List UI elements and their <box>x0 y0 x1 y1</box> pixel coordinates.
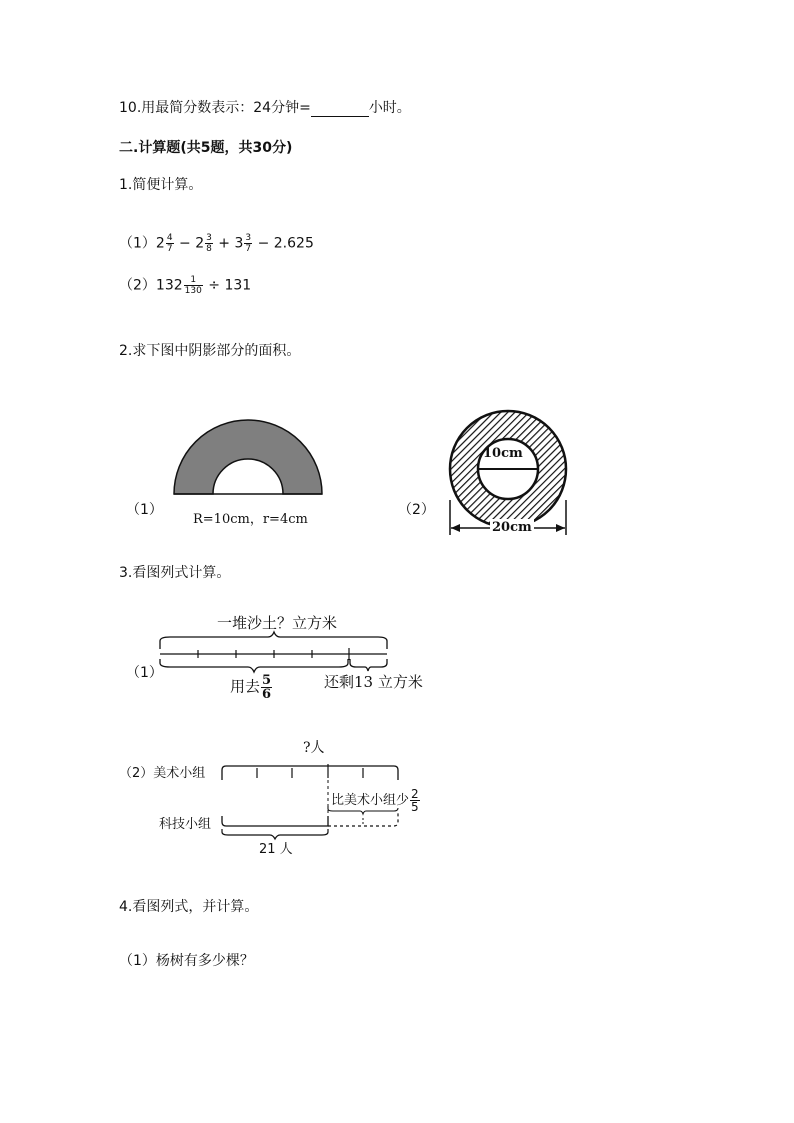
whole-number: 132 <box>155 277 183 294</box>
operator: − 2 <box>174 235 205 252</box>
expression-tail: − 2.625 <box>253 235 314 252</box>
fraction: $\frac{4}{7}$ <box>166 233 173 254</box>
arrow-right-icon <box>556 524 565 532</box>
whole-number: 2 <box>155 235 165 252</box>
operator: + 3 <box>213 235 244 252</box>
q3-title: 3.看图列式计算。 <box>119 565 231 581</box>
fraction: $\frac{3}{7}$ <box>245 233 252 254</box>
fig1-label: （1） <box>126 502 163 518</box>
count-label: 21 人 <box>259 842 293 857</box>
used-label: 用去 $\frac{5}{6}$ <box>230 673 272 702</box>
fraction: $\frac{3}{8}$ <box>206 233 212 254</box>
tech-group-label: 科技小组 <box>159 817 212 832</box>
q2-title: 2.求下图中阴影部分的面积。 <box>119 343 301 359</box>
art-group-bar <box>222 766 398 780</box>
q1-part1-label: （1） <box>119 235 156 252</box>
sand-total-label: 一堆沙土？立方米 <box>217 614 338 632</box>
remain-label: 还剩13 立方米 <box>324 673 423 691</box>
art-group-label: 美术小组 <box>153 766 206 781</box>
tech-group-bar-solid <box>222 816 328 826</box>
q10-suffix: 小时。 <box>368 100 411 116</box>
q10-prefix: 10.用最简分数表示：24分钟= <box>119 100 311 116</box>
q3-fig2-label: （2）美术小组 <box>119 766 206 781</box>
section-title: 二.计算题(共5题，共30分) <box>119 140 293 156</box>
fraction: $\frac{2}{5}$ <box>411 787 419 814</box>
arrow-left-icon <box>451 524 460 532</box>
less-label: 比美术小组少 $\frac{2}{5}$ <box>331 787 419 814</box>
outer-diameter-label: 20cm <box>492 520 532 535</box>
q4-title: 4.看图列式，并计算。 <box>119 899 259 915</box>
fraction: $\frac{5}{6}$ <box>262 673 272 702</box>
q1-part2-label: （2） <box>119 277 156 294</box>
half-annulus-shape <box>174 420 322 494</box>
fig2-label: （2） <box>398 502 435 518</box>
top-brace <box>160 632 387 649</box>
art-total-label: ?人 <box>303 740 325 756</box>
used-brace <box>160 659 348 672</box>
count-brace <box>222 829 328 839</box>
q4-sub1: （1）杨树有多少棵？ <box>119 953 254 969</box>
q1-title: 1.简便计算。 <box>119 177 203 193</box>
expression-tail: ÷ 131 <box>203 277 252 294</box>
q3-fig1-label: （1） <box>126 665 163 681</box>
inner-diameter-label: 10cm <box>483 446 523 461</box>
fig1-caption: R=10cm，r=4cm <box>193 512 308 527</box>
remain-brace <box>350 659 387 671</box>
fraction: $\frac{1}{130}$ <box>184 275 202 296</box>
